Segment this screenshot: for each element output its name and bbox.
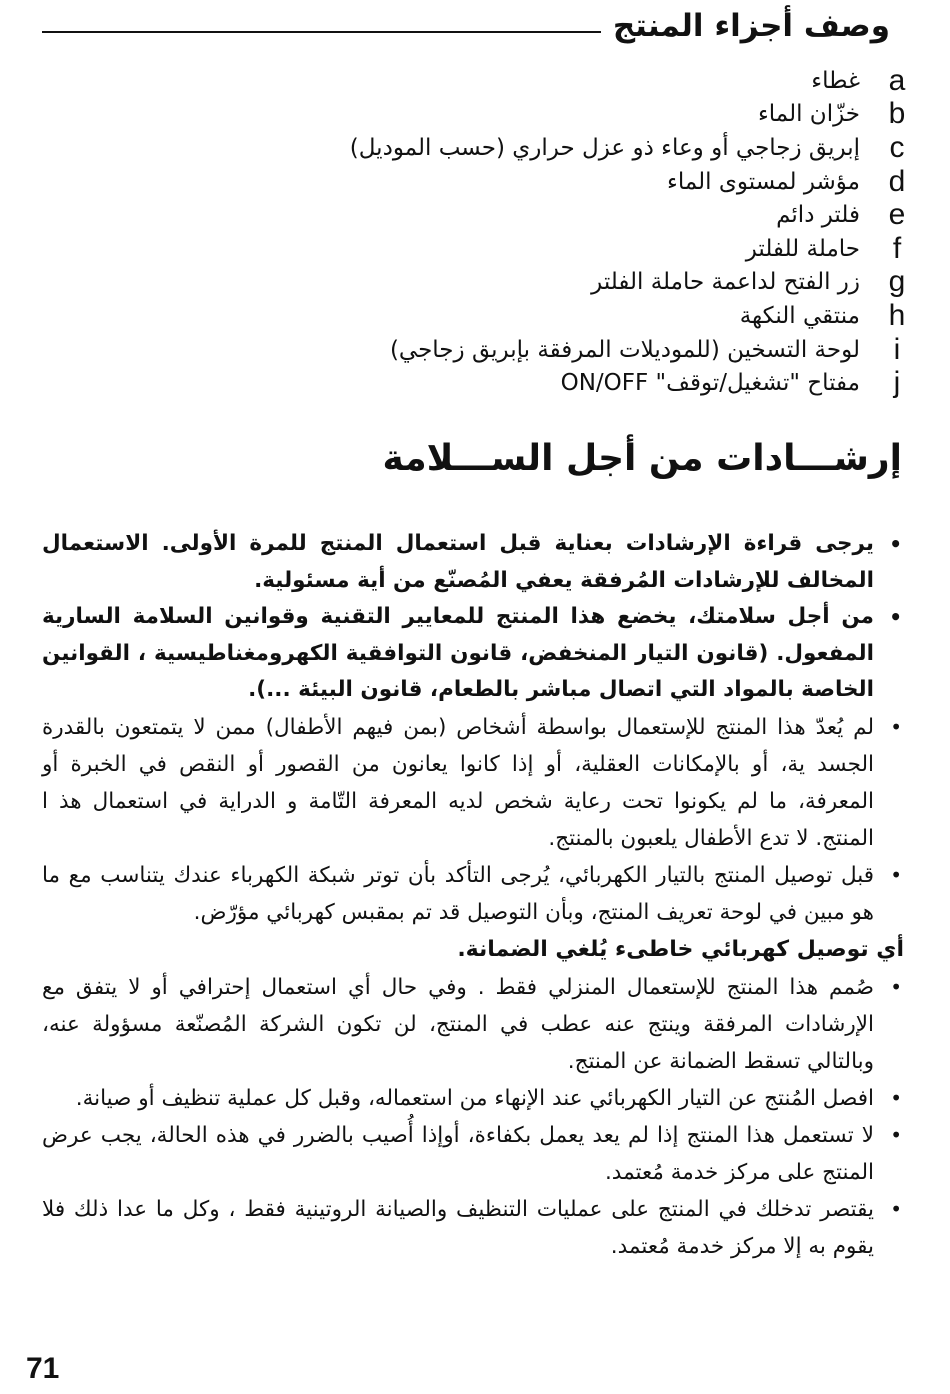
safety-item-text: لم يُعدّ هذا المنتج للإستعمال بواسطة أشخاص (بمن فيهم الأطفال) ممن لا يتمتعون بالقدرة الجسد ية، أو بالإمكانات العقلية، أو إذا كانوا يعانون من القصور أو النقص في الخبرة أو المعرفة، ما لم يكونوا تحت رعاية شخص لديه المعرفة التّامة و الدراية في استعمال هذ ا المنتج. لا تدع الأطفال يلعبون بالمنتج.	[42, 714, 874, 851]
part-text: مؤشر لمستوى الماء	[667, 168, 860, 195]
bullet: •	[890, 862, 902, 887]
part-letter: g	[888, 265, 906, 299]
safety-item	[42, 1191, 904, 1265]
safety-item	[42, 599, 904, 709]
part-item	[300, 64, 908, 98]
safety-item-text: قبل توصيل المنتج بالتيار الكهربائي، يُرجى التأكد بأن توتر شبكة الكهرباء عندك يتناسب مع ما هو مبين في لوحة تعريف المنتج، وبأن التوصيل قد تم بمقبس كهربائي مؤرّض.	[42, 862, 874, 925]
safety-item-text: يرجى قراءة الإرشادات بعناية قبل استعمال المنتج للمرة الأولى. الاستعمال المخالف للإرشادات المُرفقة يعفي المُصنّع من أية مسئولية.	[42, 531, 874, 593]
safety-item	[42, 857, 904, 931]
part-text: زر الفتح لداعمة حاملة الفلتر	[591, 269, 860, 296]
part-item	[300, 299, 908, 333]
safety-item	[42, 1117, 904, 1191]
safety-item	[42, 526, 904, 599]
part-text: منتقي النكهة	[739, 302, 860, 329]
safety-item-text: افصل المُنتج عن التيار الكهربائي عند الإنهاء من استعماله، وقبل كل عملية تنظيف أو صيانة.	[75, 1085, 874, 1111]
safety-item-text: صُمم هذا المنتج للإستعمال المنزلي فقط . وفي حال أي استعمال إحترافي أو لا يتفق مع الإرشادات المرفقة وينتج عنه عطب في المنتج، لن تكون الشركة المُصنّعة مسؤولة عنه، وبالتالي تسقط الضمانة عن المنتج.	[42, 974, 874, 1074]
parts-list	[300, 64, 908, 400]
part-letter: b	[888, 97, 906, 131]
safety-item-text: يقتصر تدخلك في المنتج على عمليات التنظيف والصيانة الروتينية فقط ، وكل ما عدا ذلك فلا يقوم به إلا مركز خدمة مُعتمد.	[42, 1196, 874, 1259]
part-item	[300, 98, 908, 132]
bullet: •	[890, 1122, 902, 1147]
part-letter: e	[888, 198, 906, 232]
bullet: •	[889, 605, 902, 629]
part-letter: d	[888, 164, 906, 198]
safety-item-text: من أجل سلامتك، يخضع هذا المنتج للمعايير التقنية وقوانين السلامة السارية المفعول. (قانون التيار المنخفض، قانون التوافقية الكهرومغناطيسية ، القوانين الخاصة بالمواد التي اتصال مباشر بالطعام، قانون البيئة ...).	[42, 604, 874, 702]
part-letter: h	[888, 298, 906, 332]
page-number: 71	[26, 1352, 60, 1385]
safety-item	[42, 1080, 904, 1117]
bullet: •	[890, 1196, 902, 1221]
safety-item	[42, 969, 904, 1080]
part-item	[300, 198, 908, 232]
part-item	[300, 165, 908, 199]
safety-instructions	[42, 526, 904, 1265]
warranty-note: أي توصيل كهربائي خاطىء يُلغي الضمانة.	[457, 936, 904, 962]
part-text: فلتر دائم	[776, 202, 860, 229]
part-text: حاملة للفلتر	[745, 235, 860, 262]
part-letter: i	[893, 332, 901, 366]
part-text: مفتاح "تشغيل/توقف" ON/OFF	[560, 370, 860, 397]
part-text: خزّان الماء	[757, 101, 860, 128]
part-item	[300, 131, 908, 165]
safety-item	[42, 709, 904, 857]
section-header	[42, 4, 890, 48]
bullet: •	[890, 1085, 902, 1110]
section-title: وصف أجزاء المنتج	[612, 8, 890, 44]
safety-item-text: لا تستعمل هذا المنتج إذا لم يعد يعمل بكفاءة، أوإذا أُصيب بالضرر في هذه الحالة، يجب عرض المنتج على مركز خدمة مُعتمد.	[42, 1122, 874, 1185]
header-rule	[42, 31, 601, 33]
bullet: •	[890, 974, 902, 999]
part-letter: a	[888, 63, 906, 97]
part-letter: j	[893, 366, 901, 400]
part-text: لوحة التسخين (للموديلات المرفقة بإبريق زجاجي)	[389, 336, 860, 363]
safety-title: إرشـــادات من أجل الســـلامة	[382, 438, 902, 479]
part-letter: f	[892, 231, 902, 265]
part-item	[300, 366, 908, 400]
part-text: إبريق زجاجي أو وعاء ذو عزل حراري (حسب الموديل)	[349, 134, 860, 161]
part-item	[300, 266, 908, 300]
part-item	[300, 333, 908, 367]
bullet: •	[889, 532, 902, 556]
part-letter: c	[889, 130, 905, 164]
part-text: غطاء	[811, 67, 860, 94]
bullet: •	[890, 714, 902, 739]
part-item	[300, 232, 908, 266]
